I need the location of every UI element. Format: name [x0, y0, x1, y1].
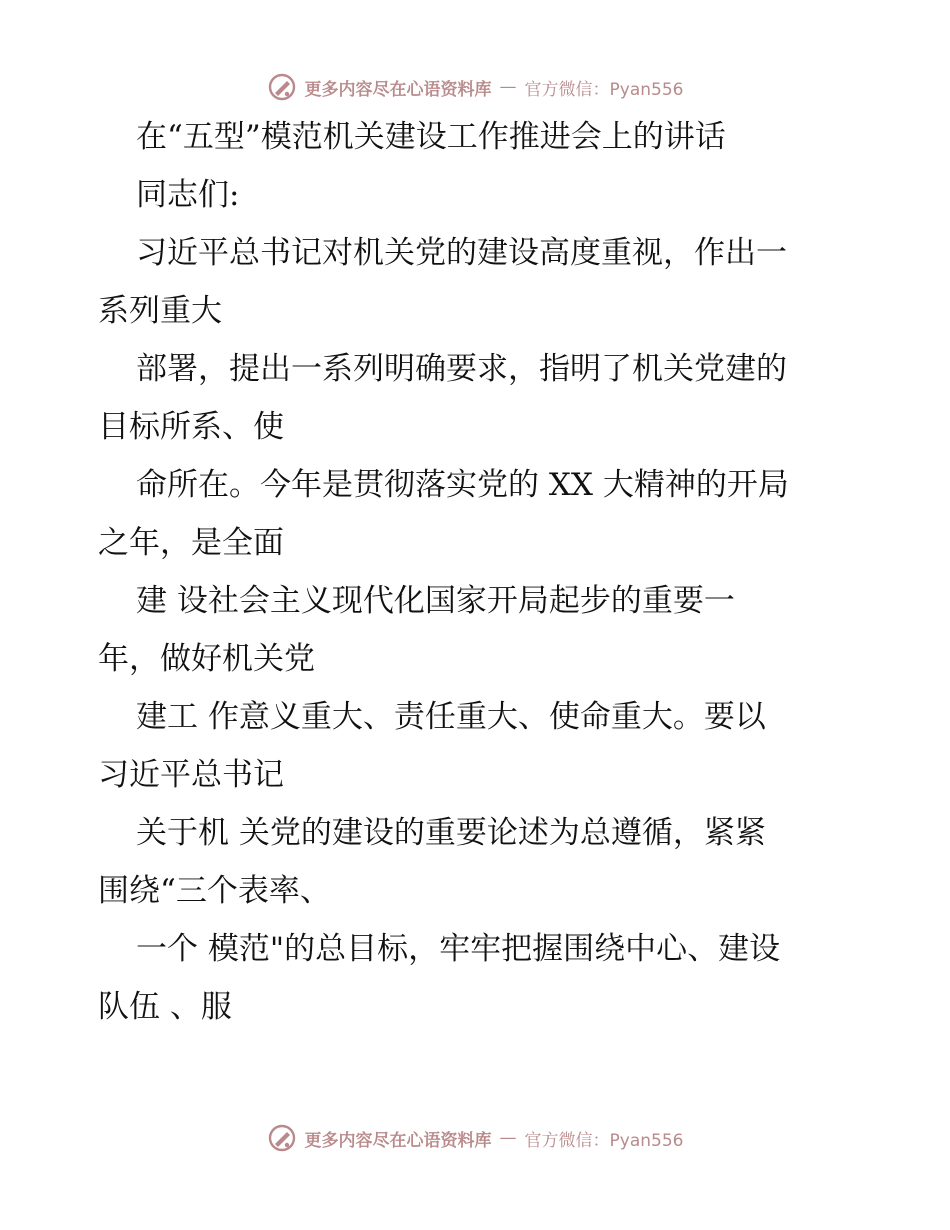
body-line: 年，做好机关党: [98, 641, 315, 677]
pen-seal-icon: [267, 1123, 297, 1153]
watermark-separator: —: [499, 77, 517, 97]
body-line: 习近平总书记对机关党的建设高度重视，作出一: [136, 235, 787, 271]
watermark-contact: 官方微信：Pyan556: [524, 79, 684, 100]
watermark-separator: —: [499, 1128, 517, 1148]
body-line: 一个 模范"的总目标，牢牢把握围绕中心、建设: [136, 931, 781, 967]
header-watermark: [0, 72, 950, 102]
pen-seal-icon: [267, 72, 297, 102]
document-title: 在“五型”模范机关建设工作推进会上的讲话: [136, 119, 726, 155]
salutation: 同志们:: [136, 177, 240, 213]
watermark-brand: 更多内容尽在心语资料库: [304, 1130, 492, 1151]
body-line: 关于机 关党的建设的重要论述为总遵循，紧紧: [136, 815, 766, 851]
body-line: 目标所系、使: [98, 409, 284, 445]
watermark-contact: 官方微信：Pyan556: [524, 1130, 684, 1151]
body-line: 部署，提出一系列明确要求，指明了机关党建的: [136, 351, 787, 387]
body-line: 之年，是全面: [98, 525, 284, 561]
document-body: [98, 119, 858, 1050]
body-line: 习近平总书记: [98, 757, 284, 793]
body-line: 围绕“三个表率、: [98, 873, 331, 909]
body-line: 命所在。今年是贯彻落实党的 XX 大精神的开局: [136, 467, 789, 503]
body-line: 建 设社会主义现代化国家开局起步的重要一: [136, 583, 735, 619]
body-line: 建工 作意义重大、责任重大、使命重大。要以: [136, 699, 766, 735]
body-line: 队伍 、服: [98, 989, 232, 1025]
body-line: 系列重大: [98, 293, 222, 329]
footer-watermark: [0, 1123, 950, 1153]
watermark-brand: 更多内容尽在心语资料库: [304, 79, 492, 100]
